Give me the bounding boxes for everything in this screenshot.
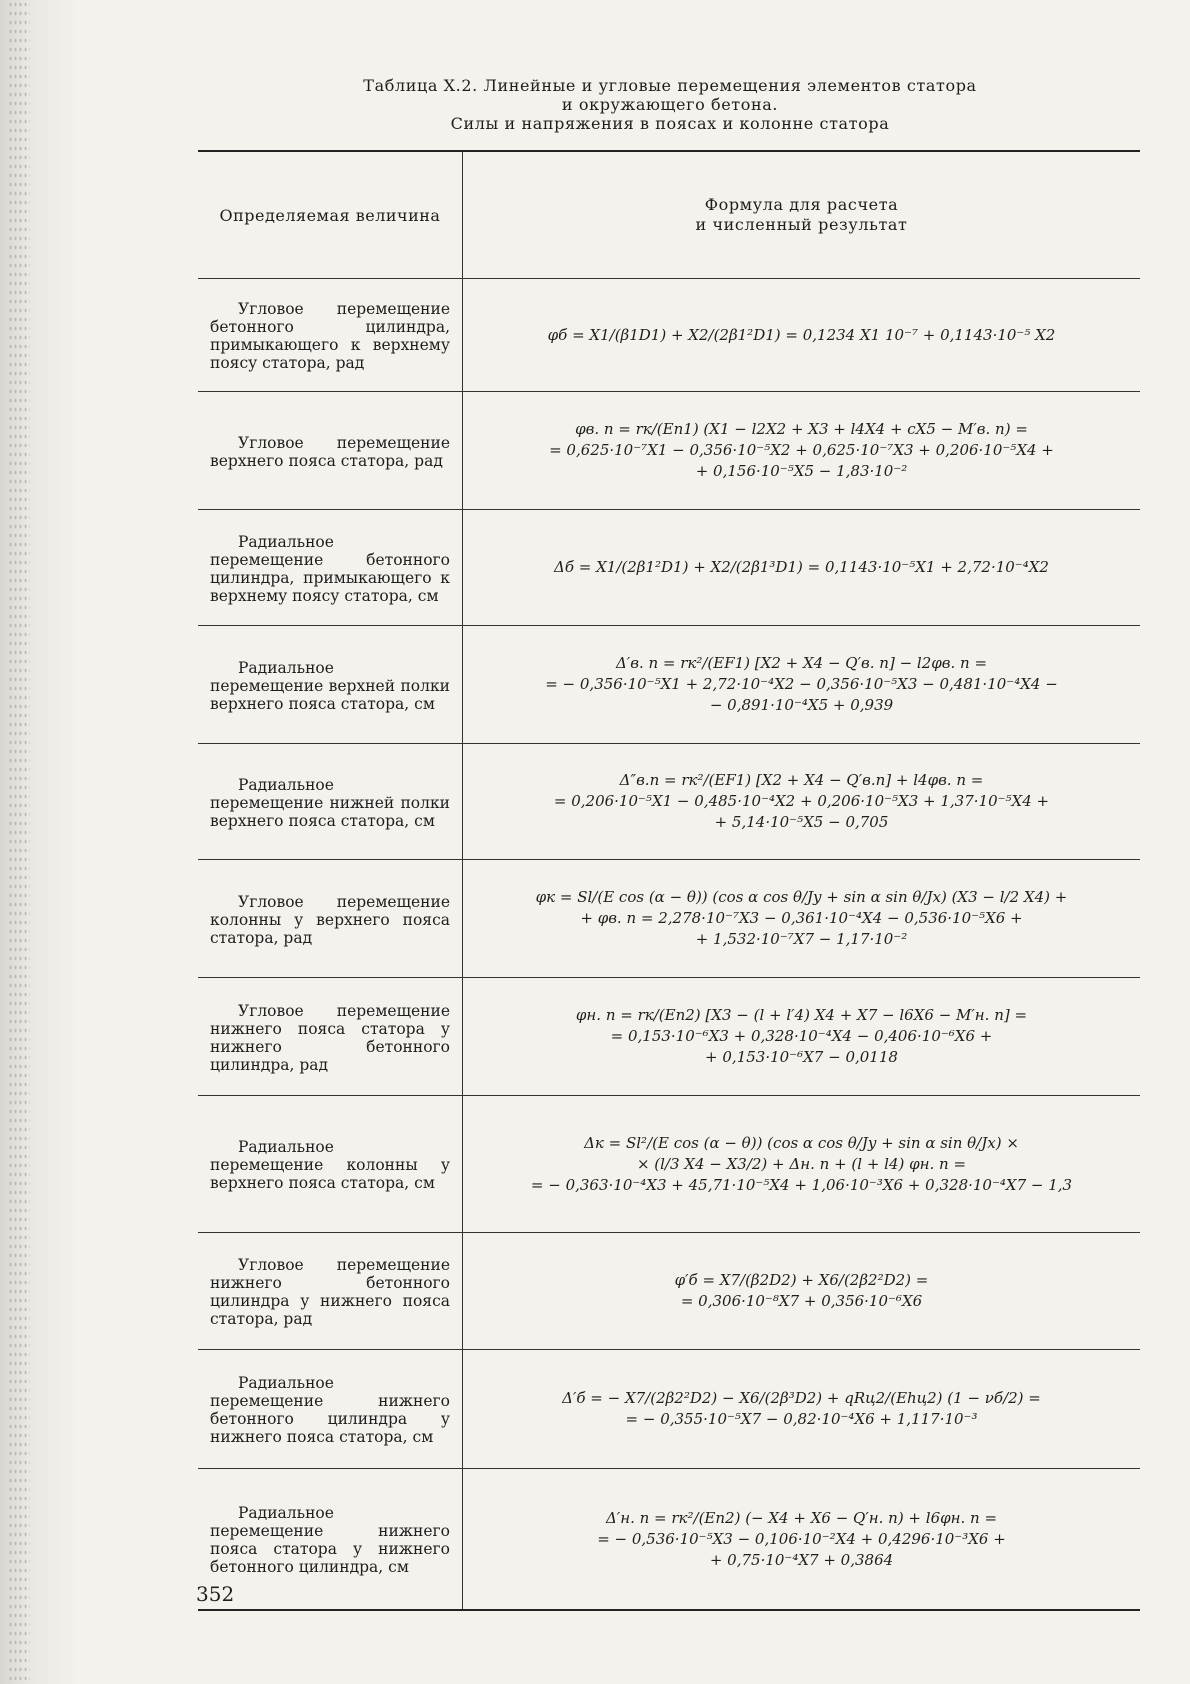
table-row: [198, 1233, 1140, 1350]
row-formula: φ′б = X7/(β2D2) + X6/(2β2²D2) = = 0,306·10⁻⁸X7 + 0,356·10⁻⁶X6: [674, 1271, 929, 1310]
table-row: [198, 744, 1140, 860]
page-number: 352: [196, 1582, 235, 1606]
row-quantity: Радиальное перемещение верхней полки верхнего пояса статора, см: [198, 626, 463, 743]
row-quantity: Радиальное перемещение нижнего пояса статора у нижнего бетонного цилиндра, см: [198, 1469, 463, 1609]
table-row: [198, 1469, 1140, 1609]
table-row: [198, 279, 1140, 392]
row-formula: Δ′б = − X7/(2β2²D2) − X6/(2β³D2) + qRц2/(Ehц2) (1 − νб/2) = = − 0,355·10⁻⁵X7 − 0,82·10⁻⁴X6 + 1,117·10⁻³: [562, 1389, 1041, 1428]
row-formula: φв. п = rк/(En1) (X1 − l2X2 + X3 + l4X4 + cX5 − M′в. п) = = 0,625·10⁻⁷X1 − 0,356·10⁻⁵X2 + 0,625·10⁻⁷X3 + 0,206·10⁻⁵X4 + + 0,156·10⁻⁵X5 − 1,83·10⁻²: [549, 420, 1054, 480]
table-row: [198, 510, 1140, 626]
row-formula: φк = Sl/(E cos (α − θ)) (cos α cos θ/Jy + sin α sin θ/Jx) (X3 − l/2 X4) + + φв. п = 2,278·10⁻⁷X3 − 0,361·10⁻⁴X4 − 0,536·10⁻⁵X6 + + 1,532·10⁻⁷X7 − 1,17·10⁻²: [535, 888, 1068, 948]
displacement-table: [198, 150, 1140, 1611]
header-formula: Формула для расчета и численный результат: [695, 195, 908, 234]
scan-edge-noise: [8, 0, 30, 1684]
row-quantity: Радиальное перемещение колонны у верхнего пояса статора, см: [198, 1096, 463, 1232]
table-row: [198, 392, 1140, 510]
caption-line-2: и окружающего бетона.: [561, 95, 779, 114]
row-quantity: Радиальное перемещение нижнего бетонного цилиндра у нижнего пояса статора, см: [198, 1350, 463, 1468]
row-quantity: Радиальное перемещение нижней полки верхнего пояса статора, см: [198, 744, 463, 859]
row-formula: Δб = X1/(2β1²D1) + X2/(2β1³D1) = 0,1143·10⁻⁵X1 + 2,72·10⁻⁴X2: [554, 558, 1049, 576]
row-formula: Δ″в.п = rк²/(EF1) [X2 + X4 − Q′в.п] + l4φв. п = = 0,206·10⁻⁵X1 − 0,485·10⁻⁴X2 + 0,206·10⁻⁵X3 + 1,37·10⁻⁵X4 + + 5,14·10⁻⁵X5 − 0,705: [553, 771, 1050, 831]
row-quantity: Угловое перемещение нижнего бетонного цилиндра у нижнего пояса статора, рад: [198, 1233, 463, 1349]
row-quantity: Угловое перемещение нижнего пояса статора у нижнего бетонного цилиндра, рад: [198, 978, 463, 1095]
header-quantity: Определяемая величина: [198, 152, 463, 278]
table-row: [198, 1350, 1140, 1469]
table-row: [198, 860, 1140, 978]
row-formula: Δк = Sl²/(E cos (α − θ)) (cos α cos θ/Jy + sin α sin θ/Jx) × × (l/3 X4 − X3/2) + Δн. п + (l + l4) φн. п = = − 0,363·10⁻⁴X3 + 45,71·10⁻⁵X4 + 1,06·10⁻³X6 + 0,328·10⁻⁴X7 − 1,3: [530, 1133, 1073, 1194]
table-row: [198, 626, 1140, 744]
caption-line-1: Таблица X.2. Линейные и угловые перемещения элементов статора: [363, 76, 977, 95]
row-quantity: Угловое перемещение верхнего пояса статора, рад: [198, 392, 463, 509]
table-caption: [300, 76, 1040, 133]
row-formula: φб = X1/(β1D1) + X2/(2β1²D1) = 0,1234 X1 10⁻⁷ + 0,1143·10⁻⁵ X2: [547, 325, 1056, 344]
row-formula: Δ′н. п = rк²/(En2) (− X4 + X6 − Q′н. п) + l6φн. п = = − 0,536·10⁻⁵X3 − 0,106·10⁻²X4 + 0,4296·10⁻³X6 + + 0,75·10⁻⁴X7 + 0,3864: [597, 1508, 1006, 1569]
table-header-row: [198, 152, 1140, 279]
row-quantity: Угловое перемещение колонны у верхнего пояса статора, рад: [198, 860, 463, 977]
caption-line-3: Силы и напряжения в поясах и колонне статора: [450, 114, 890, 133]
row-formula: φн. п = rк/(En2) [X3 − (l + l′4) X4 + X7 − l6X6 − M′н. п] = = 0,153·10⁻⁶X3 + 0,328·10⁻⁴X4 − 0,406·10⁻⁶X6 + + 0,153·10⁻⁶X7 − 0,0118: [575, 1006, 1028, 1066]
table-row: [198, 978, 1140, 1096]
row-quantity: Радиальное перемещение бетонного цилиндра, примыкающего к верхнему поясу статора, см: [198, 510, 463, 625]
table-row: [198, 1096, 1140, 1233]
row-quantity: Угловое перемещение бетонного цилиндра, примыкающего к верхнему поясу статора, рад: [198, 279, 463, 391]
row-formula: Δ′в. п = rк²/(EF1) [X2 + X4 − Q′в. п] − l2φв. п = = − 0,356·10⁻⁵X1 + 2,72·10⁻⁴X2 − 0,356·10⁻⁵X3 − 0,481·10⁻⁴X4 − − 0,891·10⁻⁴X5 + 0,939: [545, 654, 1058, 714]
